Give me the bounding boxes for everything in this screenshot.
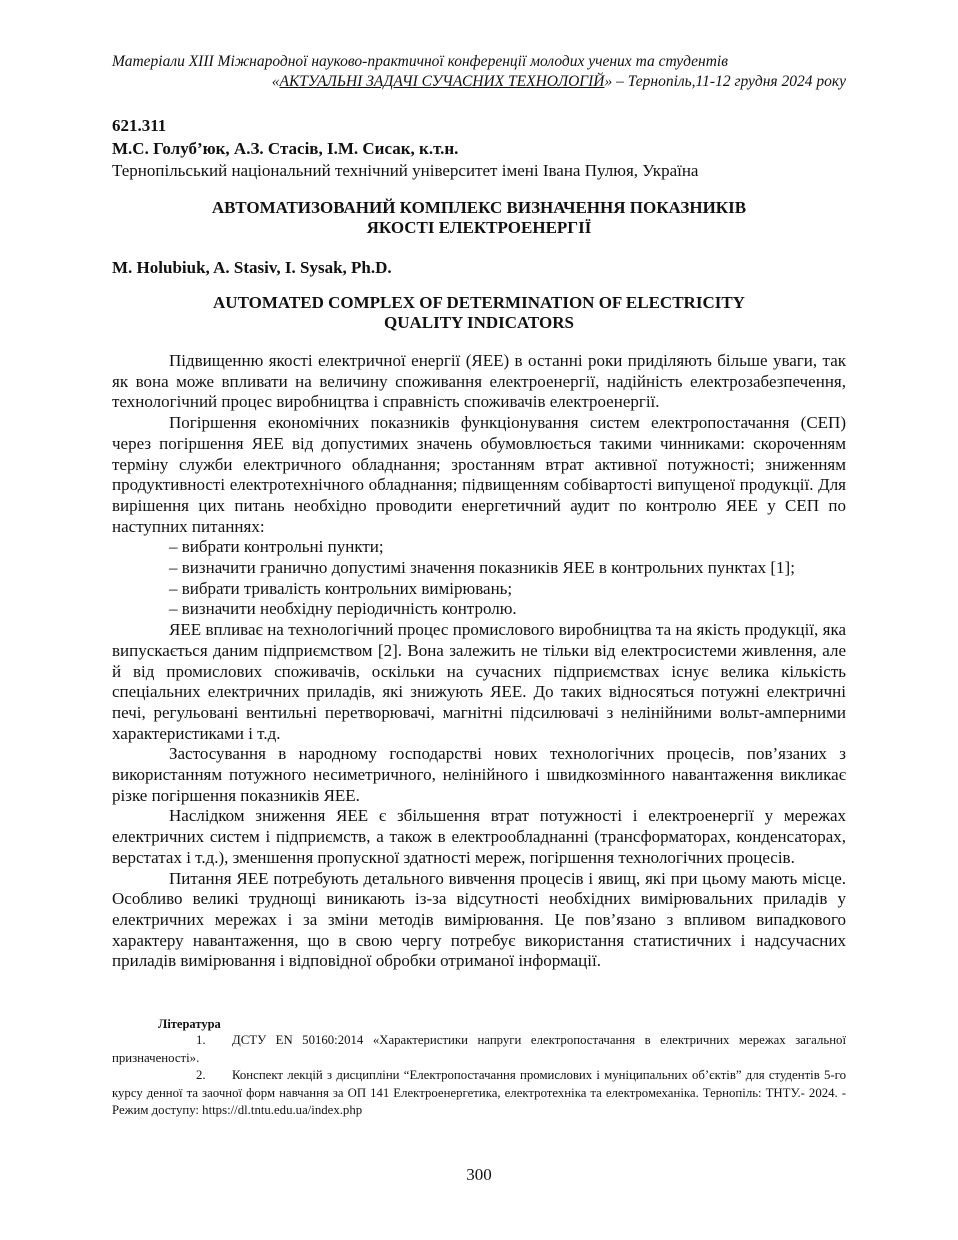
title-en	[112, 293, 846, 333]
list-item: – визначити гранично допустимі значення показників ЯЕЕ в контрольних пунктах [1];	[169, 558, 795, 578]
conference-header-line1: Матеріали XIII Міжнародної науково-практичної конференції молодих учених та студентів	[112, 53, 728, 70]
udc-code: 621.311	[112, 116, 167, 135]
paragraph-6: Питання ЯЕЕ потребують детального вивчення процесів і явищ, які при цьому мають місце. Особливо великі труднощі виникають із-за відсутності необхідних вимірювальних приладів у електричних мережах і за зміни методів вимірювання. Це пов’язано з впливом випадкового характеру навантаження, що в свою чергу потребує використання статистичних і надсучасних приладів вимірювання і відповідної обробки отриманої інформації.	[112, 868, 846, 971]
reference-item	[112, 1067, 846, 1120]
paragraph-2: Погіршення економічних показників функціонування систем електропостачання (СЕП) через погіршення ЯЕЕ від допустимих значень обумовлюється такими чинниками: скороченням терміну служби електричного обладнання; зростанням втрат активної потужності; зниженням продуктивності електротехнічного обладнання; підвищенням собівартості випущеної продукції. Для вирішення цих питань необхідно проводити енергетичний аудит по контролю ЯЕЕ у СЕП по наступних питаннях:	[112, 413, 846, 536]
title-ua-line2: ЯКОСТІ ЕЛЕКТРОЕНЕРГІЇ	[366, 218, 592, 237]
page-number: 300	[466, 1165, 492, 1184]
list-item: – визначити необхідну періодичність контролю.	[169, 599, 517, 619]
reference-list	[112, 1032, 846, 1120]
list-item: – вибрати контрольні пункти;	[169, 537, 384, 557]
conference-place-date: » – Тернопіль,11-12 грудня 2024 року	[604, 73, 846, 90]
conference-name: АКТУАЛЬНІ ЗАДАЧІ СУЧАСНИХ ТЕХНОЛОГІЙ	[279, 73, 605, 90]
quote-open: «	[271, 73, 280, 90]
reference-number: 1.	[196, 1033, 206, 1047]
conference-header-line2	[112, 72, 846, 92]
affiliation: Тернопільський національний технічний університет імені Івана Пулюя, Україна	[112, 161, 699, 180]
title-ua-line1: АВТОМАТИЗОВАНИЙ КОМПЛЕКС ВИЗНАЧЕННЯ ПОКАЗНИКІВ	[211, 198, 747, 217]
reference-number: 2.	[196, 1068, 206, 1083]
reference-text: ДСТУ EN 50160:2014 «Характеристики напруги електропостачання в електричних мережах загальної призначеності».	[112, 1033, 846, 1065]
paragraph-4: Застосування в народному господарстві нових технологічних процесів, пов’язаних з використанням потужного несиметричного, нелінійного і швидкозмінного навантаження викликає різке погіршення показників ЯЕЕ.	[112, 744, 846, 805]
title-en-line2: QUALITY INDICATORS	[383, 313, 575, 332]
paragraph-3: ЯЕЕ впливає на технологічний процес промислового виробництва та на якість продукції, яка випускається даним підприємством [2]. Вона залежить не тільки від електросистеми живлення, але й від промислових споживачів, оскільки на сучасних підприємствах існує велика кількість спеціальних електричних приладів, які знижують ЯЕЕ. До таких відносяться потужні електричні печі, регульовані вентильні перетворювачі, магнітні підсилювачі з нелінійними вольт-амперними характеристиками і т.д.	[112, 620, 846, 743]
paragraph-5: Наслідком зниження ЯЕЕ є збільшення втрат потужності і електроенергії у мережах електричних систем і підприємств, а також в електрообладнанні (трансформаторах, конденсаторах, верстатах і т.д.), зменшення пропускної здатності мереж, погіршення технологічних процесів.	[112, 806, 846, 867]
article-body	[112, 351, 846, 972]
title-en-line1: AUTOMATED COMPLEX OF DETERMINATION OF ELECTRICITY	[213, 293, 745, 312]
reference-item	[112, 1032, 846, 1067]
paragraph-1: Підвищенню якості електричної енергії (ЯЕЕ) в останні роки приділяють більше уваги, так як вона може впливати на величину споживання електроенергії, надійність електрозабезпечення, технологічний процес виробництва і справність споживачів електроенергії.	[112, 351, 846, 412]
title-ua	[112, 198, 846, 238]
reference-text: Конспект лекцій з дисципліни “Електропостачання промислових і муніципальних об’єктів” для студентів 5-го курсу денної та заочної форм навчання за ОП 141 Електроенергетика, електротехніка та електромеханіка. Тернопіль: ТНТУ.- 2024. - Режим доступу: https://dl.tntu.edu.ua/index.php	[112, 1068, 846, 1118]
authors-en: M. Holubiuk, A. Stasiv, I. Sysak, Ph.D.	[112, 258, 392, 277]
literature-heading: Література	[158, 1017, 221, 1031]
authors-ua: М.С. Голуб’юк, А.З. Стасів, І.М. Сисак, к.т.н.	[112, 139, 459, 158]
list-item: – вибрати тривалість контрольних вимірювань;	[169, 578, 513, 598]
